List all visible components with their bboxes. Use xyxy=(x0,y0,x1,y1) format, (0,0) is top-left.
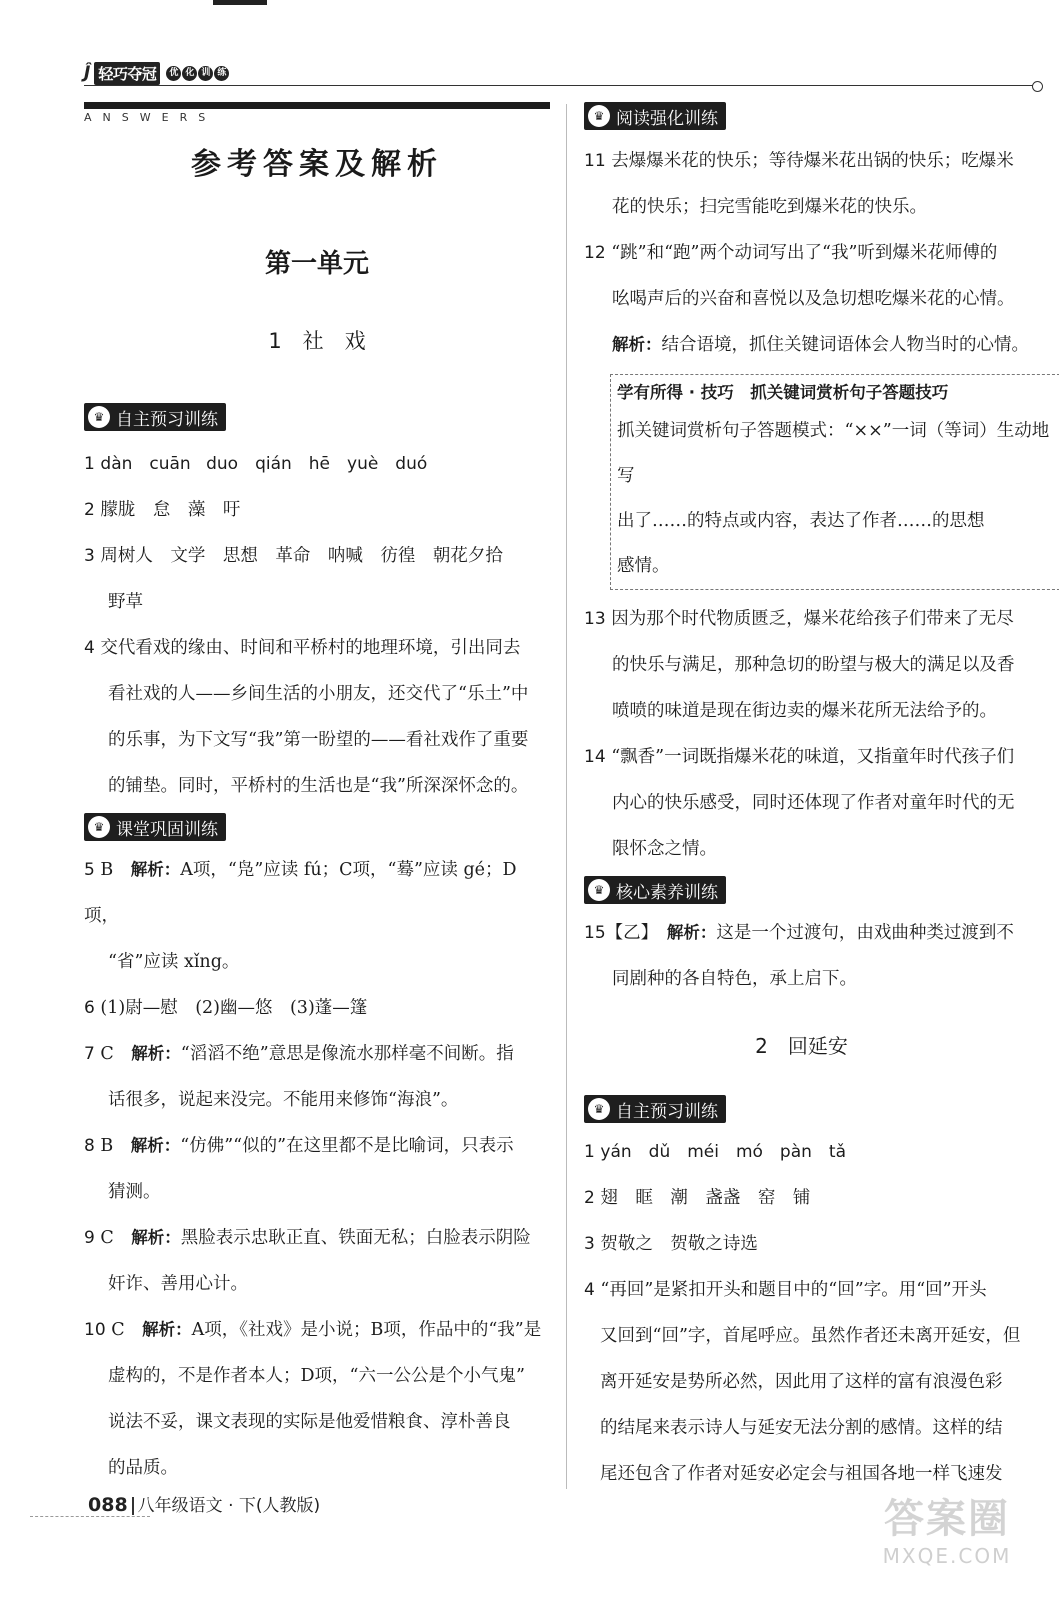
item-text: “跳”和“跑”两个动词写出了“我”听到爆米花师傅的 xyxy=(611,243,998,263)
item-text: A项，“凫”应读 fú；C项，“蓦”应读 gé；D项， xyxy=(84,860,517,926)
item-number: 14 xyxy=(584,747,606,767)
book-title: 八年级语文 · 下(人教版) xyxy=(137,1496,321,1516)
watermark xyxy=(862,1494,1032,1584)
item-text: 看社戏的人——乡间生活的小朋友，还交代了“乐土”中 xyxy=(108,684,529,704)
crown-icon: ♛ xyxy=(588,879,610,901)
item-text: 花的快乐；扫完雪能吃到爆米花的快乐。 xyxy=(612,197,927,217)
badge: 练 xyxy=(214,66,229,81)
item-text: 的乐事，为下文写“我”第一盼望的——看社戏作了重要 xyxy=(108,730,529,750)
item-text: 朦胧 怠 藻 吁 xyxy=(100,500,241,520)
explanation-label: 解析： xyxy=(130,860,181,879)
item-number: 11 xyxy=(584,151,606,171)
item-number: 5 xyxy=(84,860,95,880)
item-text: A项，《社戏》是小说；B项，作品中的“我”是 xyxy=(191,1320,542,1340)
item-number: 15 xyxy=(584,923,606,943)
item-text: yán dǔ méi mó pàn tǎ xyxy=(600,1142,846,1162)
answer-item xyxy=(584,138,1059,230)
section-tag-preview xyxy=(584,1095,726,1123)
item-answer: 【乙】 xyxy=(605,923,650,943)
tip-text: 出了……的特点或内容，表达了作者……的思想 xyxy=(617,511,985,531)
watermark-logo: 答案圈 xyxy=(884,1496,1010,1542)
item-text: 说法不妥，课文表现的实际是他爱惜粮食、淳朴善良 xyxy=(108,1412,511,1432)
item-text: 内心的快乐感受，同时还体现了作者对童年时代的无 xyxy=(612,793,1015,813)
tip-title: 学有所得 · 技巧 抓关键词赏析句子答题技巧 xyxy=(617,383,949,402)
item-answer: C xyxy=(100,1228,114,1248)
item-text: 翅 眶 潮 盏盏 窑 铺 xyxy=(600,1188,811,1208)
item-text: dàn cuān duo qián hē yuè duó xyxy=(100,454,428,474)
answer-item xyxy=(84,533,550,625)
answer-item xyxy=(584,1175,1059,1221)
item-answer: B xyxy=(100,1136,114,1156)
item-text: 离开延安是势所必然，因此用了这样的富有浪漫色彩 xyxy=(600,1372,1003,1392)
header-rule xyxy=(84,85,1034,86)
answer-item xyxy=(584,1267,1059,1497)
item-number: 2 xyxy=(584,1188,595,1208)
item-text: 奸诈、善用心计。 xyxy=(108,1274,248,1294)
answer-item xyxy=(84,1123,550,1215)
item-number: 3 xyxy=(584,1234,595,1254)
tip-box xyxy=(610,374,1059,590)
item-text: 虚构的，不是作者本人；D项，“六一公公是个小气鬼” xyxy=(108,1366,525,1386)
badge: 优 xyxy=(166,66,181,81)
tip-text: 抓关键词赏析句子答题模式：“××”一词（等词）生动地写 xyxy=(617,421,1050,486)
item-text: 这是一个过渡句，由戏曲种类过渡到不 xyxy=(716,923,1014,943)
item-text: (1)尉—慰 (2)幽—悠 (3)蓬—篷 xyxy=(100,998,368,1018)
answer-item xyxy=(84,441,550,487)
answer-item xyxy=(84,625,550,809)
answer-item xyxy=(584,596,1059,734)
answer-item xyxy=(584,1129,1059,1175)
item-text: 的铺垫。同时，平桥村的生活也是“我”所深深怀念的。 xyxy=(108,776,529,796)
explanation-label: 解析： xyxy=(142,1320,192,1339)
section-tag-label: 核心素养训练 xyxy=(616,882,718,903)
answer-item xyxy=(84,847,550,985)
lesson-title: 1 社 戏 xyxy=(268,329,366,353)
item-text: 喷喷的味道是现在街边卖的爆米花所无法给予的。 xyxy=(612,701,997,721)
explanation-label: 解析： xyxy=(131,1228,181,1247)
section-tag-reading xyxy=(584,102,726,130)
item-text: 吆喝声后的兴奋和喜悦以及急切想吃爆米花的心情。 xyxy=(612,289,1015,309)
answer-item xyxy=(84,1307,550,1491)
section-tag-core xyxy=(584,876,726,904)
section-tag-preview xyxy=(84,403,226,431)
item-number: 6 xyxy=(84,998,95,1018)
item-answer: B xyxy=(100,860,114,880)
item-text: 的结尾来表示诗人与延安无法分割的感情。这样的结 xyxy=(600,1418,1003,1438)
answer-item xyxy=(584,910,1059,1002)
tip-text: 感情。 xyxy=(617,556,670,576)
item-number: 10 xyxy=(84,1320,106,1340)
item-answer: C xyxy=(100,1044,114,1064)
section-tag-label: 自主预习训练 xyxy=(616,1101,718,1122)
item-number: 1 xyxy=(84,454,95,474)
crown-icon: ♛ xyxy=(88,406,110,428)
explanation-label: 解析： xyxy=(131,1044,181,1063)
footer-separator xyxy=(132,1497,134,1515)
left-column xyxy=(84,102,550,1491)
page-number: 088 xyxy=(88,1494,128,1516)
answer-item xyxy=(584,734,1059,872)
item-number: 1 xyxy=(584,1142,595,1162)
answers-bar xyxy=(84,102,550,109)
section-tag-classroom xyxy=(84,813,226,841)
lesson-title: 2 回延安 xyxy=(755,1034,848,1058)
item-number: 8 xyxy=(84,1136,95,1156)
item-text: “滔滔不绝”意思是像流水那样毫不间断。指 xyxy=(180,1044,514,1064)
item-text: 交代看戏的缘由、时间和平桥村的地理环境，引出同去 xyxy=(100,638,521,658)
logo-mark: Ĵ xyxy=(84,63,91,83)
page-title: 参考答案及解析 xyxy=(191,147,443,182)
unit-title: 第一单元 xyxy=(264,249,369,279)
item-text: 的品质。 xyxy=(108,1458,178,1478)
item-number: 7 xyxy=(84,1044,95,1064)
item-text: 贺敬之 贺敬之诗选 xyxy=(600,1234,758,1254)
item-number: 2 xyxy=(84,500,95,520)
header-rule-dot xyxy=(1032,81,1043,92)
explanation-label: 解析： xyxy=(130,1136,181,1155)
crown-icon: ♛ xyxy=(588,105,610,127)
explanation-label: 解析： xyxy=(666,923,717,942)
badge: 训 xyxy=(198,66,213,81)
item-number: 4 xyxy=(584,1280,595,1300)
item-text: 话很多，说起来没完。不能用来修饰“海浪”。 xyxy=(108,1090,459,1110)
item-text: 黑脸表示忠耿正直、铁面无私；白脸表示阴险 xyxy=(180,1228,531,1248)
section-tag-label: 自主预习训练 xyxy=(116,409,218,430)
brand-logo xyxy=(84,60,229,86)
section-tag-label: 课堂巩固训练 xyxy=(116,819,218,840)
item-number: 9 xyxy=(84,1228,95,1248)
answer-item xyxy=(584,230,1059,368)
item-text: 周树人 文学 思想 革命 呐喊 彷徨 朝花夕拾 xyxy=(100,546,503,566)
item-text: “省”应读 xǐng。 xyxy=(108,952,240,972)
answer-item xyxy=(84,985,550,1031)
answer-item xyxy=(584,1221,1059,1267)
item-text: 结合语境，抓住关键词语体会人物当时的心情。 xyxy=(661,335,1029,355)
brand-badges xyxy=(166,66,229,81)
item-number: 12 xyxy=(584,243,606,263)
section-tag-label: 阅读强化训练 xyxy=(616,108,718,129)
crown-icon: ♛ xyxy=(588,1098,610,1120)
brand-name: 轻巧夺冠 xyxy=(94,62,160,85)
explanation-label: 解析： xyxy=(612,335,662,354)
answer-item xyxy=(84,1031,550,1123)
top-edge-mark xyxy=(213,0,267,5)
badge: 化 xyxy=(182,66,197,81)
item-text: 因为那个时代物质匮乏，爆米花给孩子们带来了无尽 xyxy=(611,609,1014,629)
right-column xyxy=(584,102,1059,1497)
item-text: 尾还包含了作者对延安必定会与祖国各地一样飞速发 xyxy=(600,1464,1003,1484)
footer-rule xyxy=(30,1516,150,1517)
answer-item xyxy=(84,487,550,533)
column-divider xyxy=(566,104,567,1489)
item-number: 3 xyxy=(84,546,95,566)
page-header xyxy=(84,60,1034,90)
item-text: “再回”是紧扣开头和题目中的“回”字。用“回”开头 xyxy=(600,1280,987,1300)
answer-item xyxy=(84,1215,550,1307)
crown-icon: ♛ xyxy=(88,816,110,838)
item-number: 4 xyxy=(84,638,95,658)
item-text: “仿佛”“似的”在这里都不是比喻词，只表示 xyxy=(180,1136,514,1156)
item-text: “飘香”一词既指爆米花的味道，又指童年时代孩子们 xyxy=(611,747,1015,767)
item-number: 13 xyxy=(584,609,606,629)
item-text: 的快乐与满足，那种急切的盼望与极大的满足以及香 xyxy=(612,655,1015,675)
item-text: 又回到“回”字，首尾呼应。虽然作者还未离开延安，但 xyxy=(600,1326,1021,1346)
item-answer: C xyxy=(111,1320,125,1340)
item-text: 限怀念之情。 xyxy=(612,839,717,859)
item-text: 野草 xyxy=(108,592,143,612)
page-footer xyxy=(88,1491,320,1516)
item-text: 去爆爆米花的快乐；等待爆米花出锅的快乐；吃爆米 xyxy=(611,151,1014,171)
item-text: 同剧种的各自特色，承上启下。 xyxy=(612,969,857,989)
watermark-url: MXQE.COM xyxy=(882,1544,1012,1568)
answers-label: ANSWERS xyxy=(84,111,217,124)
item-text: 猜测。 xyxy=(108,1182,161,1202)
